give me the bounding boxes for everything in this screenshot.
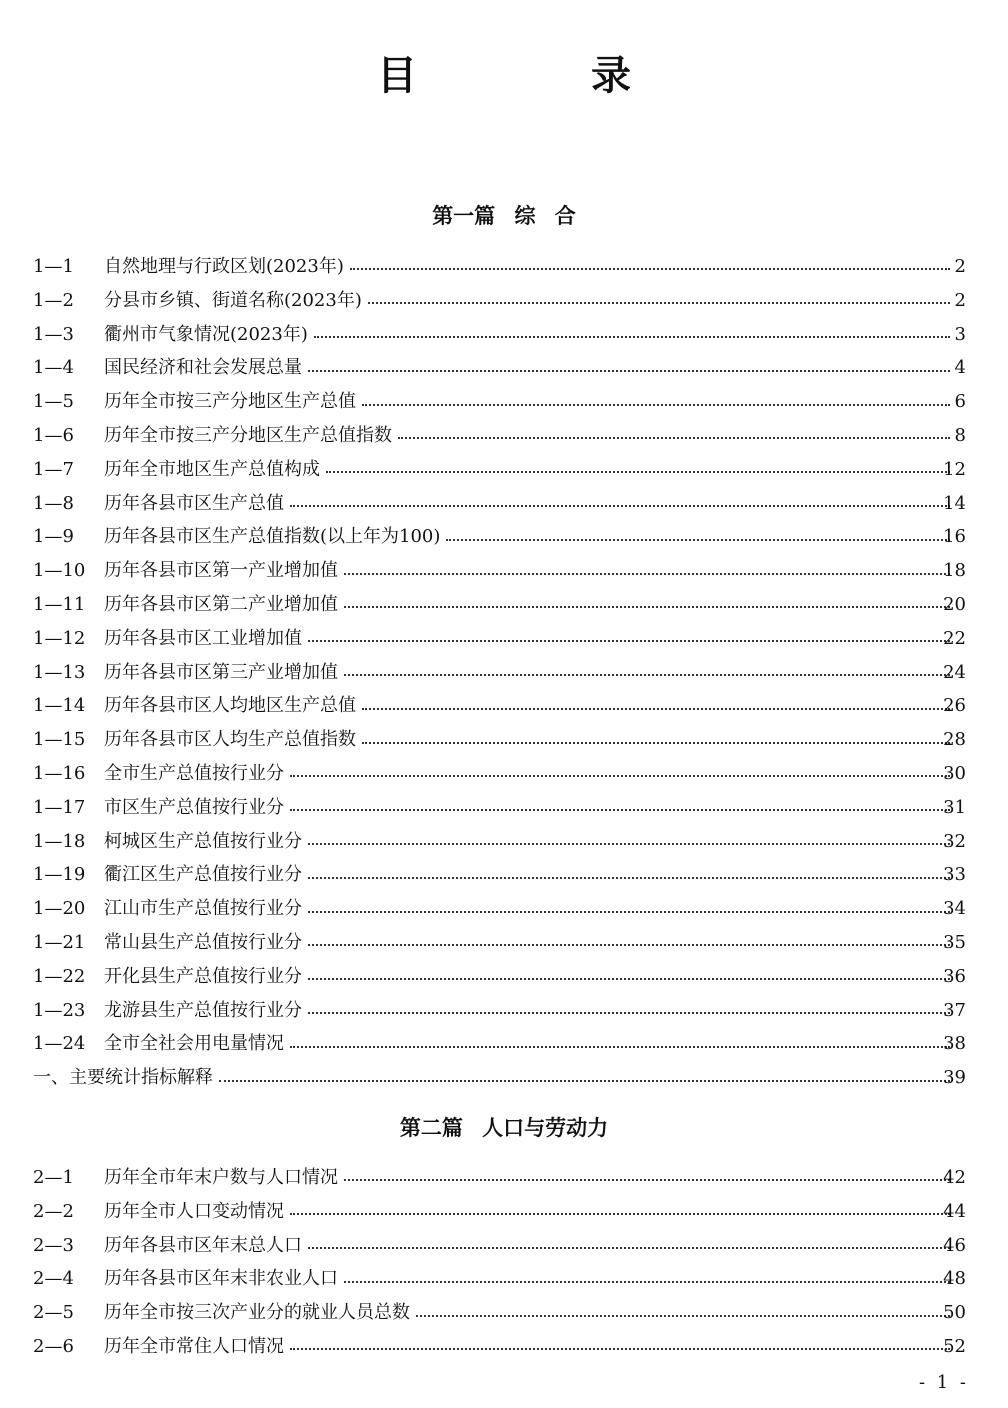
toc-entry-number: 1—18: [33, 830, 86, 852]
toc-entry-number: 1—15: [33, 729, 86, 751]
dot-leader: [314, 335, 950, 338]
toc-entry-title: 分县市乡镇、街道名称(2023年): [104, 289, 362, 311]
toc-entry-number: 1—24: [33, 1033, 86, 1055]
toc-entry-title: 历年全市地区生产总值构成: [104, 458, 320, 480]
toc-entry-title: 历年各县市区人均生产总值指数: [104, 729, 356, 751]
toc-entry-title-wrap: [104, 1330, 950, 1364]
toc-entry-title: 历年全市按三次产业分的就业人员总数: [104, 1302, 410, 1324]
toc-entry-title-wrap: [104, 554, 950, 588]
toc-entry-title-wrap: [104, 1161, 950, 1195]
toc-entry-title-wrap: [104, 487, 950, 521]
toc-entry-page-number: 34: [943, 898, 966, 920]
dot-leader: [362, 741, 950, 744]
toc-entry-page-number: 4: [954, 357, 966, 379]
toc-entry-page-number: 28: [943, 729, 966, 751]
toc-entry-title-wrap: [104, 622, 950, 656]
toc-list-part-1: [0, 250, 1008, 1095]
toc-entry-page-number: 36: [943, 965, 966, 987]
toc-entry-page-number: 12: [943, 458, 966, 480]
toc-entry-title-wrap: [104, 994, 950, 1028]
dot-leader: [308, 1246, 950, 1249]
dot-leader: [308, 943, 950, 946]
toc-entry-title-wrap: [104, 960, 950, 994]
toc-entry-title-wrap: [104, 1296, 950, 1330]
dot-leader: [326, 470, 950, 473]
toc-entry-page-number: 33: [943, 864, 966, 886]
toc-entry-number: 1—23: [33, 999, 86, 1021]
toc-entry-title-wrap: [33, 1061, 950, 1095]
toc-entry[interactable]: [0, 723, 1008, 757]
dot-leader: [308, 369, 950, 372]
toc-entry-title: 历年各县市区年末总人口: [104, 1234, 302, 1256]
toc-entry-title: 历年各县市区生产总值: [104, 492, 284, 514]
toc-entry-title-wrap: [104, 689, 950, 723]
toc-entry-page-number: 14: [943, 492, 966, 514]
toc-entry-title-wrap: [104, 757, 950, 791]
toc-entry[interactable]: [0, 1027, 1008, 1061]
toc-list-part-2: [0, 1161, 1008, 1364]
dot-leader: [308, 876, 950, 879]
dot-leader: [290, 1045, 950, 1048]
toc-entry-title-wrap: [104, 1229, 950, 1263]
toc-entry-number: 1—9: [33, 526, 74, 548]
toc-entry-number: 2—1: [33, 1167, 74, 1188]
toc-entry-page-number: 26: [943, 695, 966, 717]
dot-leader: [290, 1347, 950, 1350]
toc-entry-number: 1—17: [33, 796, 86, 818]
toc-entry-number: 1—7: [33, 458, 74, 480]
toc-entry-page-number: 46: [943, 1234, 966, 1256]
toc-entry-number: 1—14: [33, 695, 86, 717]
toc-entry-page-number: 22: [943, 627, 966, 649]
toc-entry-page-number: 20: [943, 593, 966, 615]
dot-leader: [290, 504, 950, 507]
toc-entry-title: 全市生产总值按行业分: [104, 762, 284, 784]
toc-entry-number: 1—3: [33, 323, 74, 345]
toc-entry-title: 历年各县市区人均地区生产总值: [104, 695, 356, 717]
dot-leader: [368, 301, 950, 304]
toc-entry-number: 1—12: [33, 627, 86, 649]
toc-entry-page-number: 30: [943, 762, 966, 784]
toc-entry[interactable]: [0, 1296, 1008, 1330]
dot-leader: [308, 1011, 950, 1014]
toc-entry-title-wrap: [104, 250, 950, 284]
toc-entry[interactable]: [0, 284, 1008, 318]
toc-entry-page-number: 31: [943, 796, 966, 818]
toc-entry-title-wrap: [104, 385, 950, 419]
toc-entry-number: 2—3: [33, 1234, 74, 1256]
toc-entry-title: 自然地理与行政区划(2023年): [104, 256, 344, 277]
toc-entry-page-number: 8: [954, 424, 966, 446]
toc-entry-title: 历年各县市区年末非农业人口: [104, 1268, 338, 1290]
toc-entry[interactable]: [0, 1061, 1008, 1095]
toc-entry-title: 历年全市按三产分地区生产总值: [104, 391, 356, 413]
dot-leader: [344, 572, 950, 575]
toc-entry-title-wrap: [104, 318, 950, 352]
toc-entry-title-wrap: [104, 656, 950, 690]
toc-entry[interactable]: [0, 892, 1008, 926]
toc-entry-page-number: 24: [943, 661, 966, 683]
toc-entry[interactable]: [0, 487, 1008, 521]
toc-entry-title: 历年各县市区第二产业增加值: [104, 593, 338, 615]
toc-entry-title-wrap: [104, 284, 950, 318]
toc-entry[interactable]: [0, 318, 1008, 352]
toc-entry[interactable]: [0, 250, 1008, 284]
toc-entry[interactable]: [0, 960, 1008, 994]
toc-entry-number: 2—6: [33, 1335, 74, 1357]
toc-entry-title-wrap: [104, 892, 950, 926]
toc-entry-page-number: 37: [943, 999, 966, 1021]
toc-entry[interactable]: [0, 1229, 1008, 1263]
toc-entry[interactable]: [0, 351, 1008, 385]
toc-entry-number: 2—5: [33, 1302, 74, 1324]
toc-entry[interactable]: [0, 520, 1008, 554]
toc-entry-number: 2—2: [33, 1200, 74, 1222]
dot-leader: [308, 842, 950, 845]
toc-entry[interactable]: [0, 385, 1008, 419]
toc-entry[interactable]: [0, 1262, 1008, 1296]
toc-entry-number: 1—6: [33, 424, 74, 446]
dot-leader: [344, 673, 950, 676]
toc-entry-number: 1—13: [33, 661, 86, 683]
toc-entry-number: 1—4: [33, 357, 74, 379]
toc-entry-number: 1—16: [33, 762, 86, 784]
toc-entry-number: 1—2: [33, 289, 74, 311]
toc-entry-page-number: 2: [954, 256, 966, 277]
toc-entry-title-wrap: [104, 520, 950, 554]
toc-entry-title: 全市全社会用电量情况: [104, 1033, 284, 1055]
toc-entry-title: 江山市生产总值按行业分: [104, 898, 302, 920]
toc-entry-title: 历年全市人口变动情况: [104, 1200, 284, 1222]
toc-entry[interactable]: [0, 757, 1008, 791]
toc-entry-title-wrap: [104, 723, 950, 757]
toc-entry[interactable]: [0, 926, 1008, 960]
toc-entry-title: 常山县生产总值按行业分: [104, 931, 302, 953]
dot-leader: [290, 808, 950, 811]
toc-entry-title-wrap: [104, 1195, 950, 1229]
toc-entry-title-wrap: [104, 825, 950, 859]
toc-entry[interactable]: [0, 419, 1008, 453]
toc-entry-page-number: 32: [943, 830, 966, 852]
toc-entry[interactable]: [0, 656, 1008, 690]
toc-entry-title-wrap: [104, 926, 950, 960]
dot-leader: [446, 538, 950, 541]
toc-entry-title: 柯城区生产总值按行业分: [104, 830, 302, 852]
toc-entry-page-number: 52: [943, 1335, 966, 1357]
dot-leader: [350, 267, 950, 270]
page-title: 目 录: [377, 53, 711, 99]
toc-entry-number: 1—1: [33, 256, 74, 277]
toc-entry-number: 2—4: [33, 1268, 74, 1290]
toc-entry[interactable]: [0, 1195, 1008, 1229]
toc-entry-number: 1—20: [33, 898, 86, 920]
toc-entry-title-wrap: [104, 453, 950, 487]
dot-leader: [416, 1314, 950, 1317]
toc-entry-page-number: 50: [943, 1302, 966, 1324]
dot-leader: [362, 707, 950, 710]
toc-entry-title-wrap: [104, 858, 950, 892]
toc-entry-number: 1—10: [33, 560, 86, 582]
dot-leader: [219, 1079, 950, 1082]
dot-leader: [308, 910, 950, 913]
dot-leader: [308, 639, 950, 642]
dot-leader: [290, 1212, 950, 1215]
toc-entry-page-number: 38: [943, 1033, 966, 1055]
toc-entry[interactable]: [0, 994, 1008, 1028]
dot-leader: [308, 977, 950, 980]
toc-entry-page-number: 3: [954, 323, 966, 345]
toc-entry-number: 1—11: [33, 593, 86, 615]
toc-entry-number: 1—19: [33, 864, 86, 886]
toc-entry[interactable]: [0, 1161, 1008, 1195]
toc-entry[interactable]: [0, 858, 1008, 892]
toc-entry-page-number: 2: [954, 289, 966, 311]
dot-leader: [362, 403, 950, 406]
section-heading-part-1: 第一篇 综 合: [432, 204, 576, 228]
toc-entry-title: 国民经济和社会发展总量: [104, 357, 302, 379]
toc-entry-number: 1—22: [33, 965, 86, 987]
toc-entry-number: 1—8: [33, 492, 74, 514]
toc-entry-title: 历年各县市区第一产业增加值: [104, 560, 338, 582]
toc-entry[interactable]: [0, 1330, 1008, 1364]
dot-leader: [344, 1178, 950, 1181]
toc-entry-number: 1—21: [33, 931, 86, 953]
toc-entry[interactable]: [0, 825, 1008, 859]
dot-leader: [344, 605, 950, 608]
toc-entry-title: 历年各县市区生产总值指数(以上年为100): [104, 526, 441, 548]
toc-entry-title-wrap: [104, 1262, 950, 1296]
toc-entry[interactable]: [0, 453, 1008, 487]
toc-entry-page-number: 44: [943, 1200, 966, 1222]
toc-entry[interactable]: [0, 689, 1008, 723]
toc-entry-number: 1—5: [33, 391, 74, 413]
toc-entry-page-number: 18: [943, 560, 966, 582]
toc-entry-title: 历年各县市区第三产业增加值: [104, 661, 338, 683]
toc-entry-page-number: 48: [943, 1268, 966, 1290]
dot-leader: [290, 774, 950, 777]
page-number-footer: - 1 -: [918, 1372, 966, 1393]
toc-entry-page-number: 42: [943, 1167, 966, 1188]
toc-entry-page-number: 39: [943, 1067, 966, 1089]
toc-entry-title: 开化县生产总值按行业分: [104, 965, 302, 987]
toc-entry-title: 龙游县生产总值按行业分: [104, 999, 302, 1021]
toc-entry-title-wrap: [104, 588, 950, 622]
toc-entry-title: 衢州市气象情况(2023年): [104, 323, 308, 345]
toc-entry-page-number: 35: [943, 931, 966, 953]
toc-entry-title: 一、主要统计指标解释: [33, 1067, 213, 1089]
toc-entry-title-wrap: [104, 351, 950, 385]
toc-entry-title: 衢江区生产总值按行业分: [104, 864, 302, 886]
toc-entry-title: 市区生产总值按行业分: [104, 796, 284, 818]
toc-entry[interactable]: [0, 588, 1008, 622]
toc-entry[interactable]: [0, 554, 1008, 588]
toc-entry-title: 历年各县市区工业增加值: [104, 627, 302, 649]
toc-entry-title: 历年全市按三产分地区生产总值指数: [104, 424, 392, 446]
toc-entry-title: 历年全市年末户数与人口情况: [104, 1167, 338, 1188]
toc-entry-page-number: 16: [943, 526, 966, 548]
toc-entry-page-number: 6: [954, 391, 966, 413]
toc-entry-title-wrap: [104, 791, 950, 825]
toc-entry[interactable]: [0, 622, 1008, 656]
toc-entry-title-wrap: [104, 1027, 950, 1061]
toc-entry-title: 历年全市常住人口情况: [104, 1335, 284, 1357]
dot-leader: [398, 436, 950, 439]
section-heading-part-2: 第二篇 人口与劳动力: [399, 1116, 609, 1140]
toc-entry[interactable]: [0, 791, 1008, 825]
toc-entry-title-wrap: [104, 419, 950, 453]
dot-leader: [344, 1280, 950, 1283]
